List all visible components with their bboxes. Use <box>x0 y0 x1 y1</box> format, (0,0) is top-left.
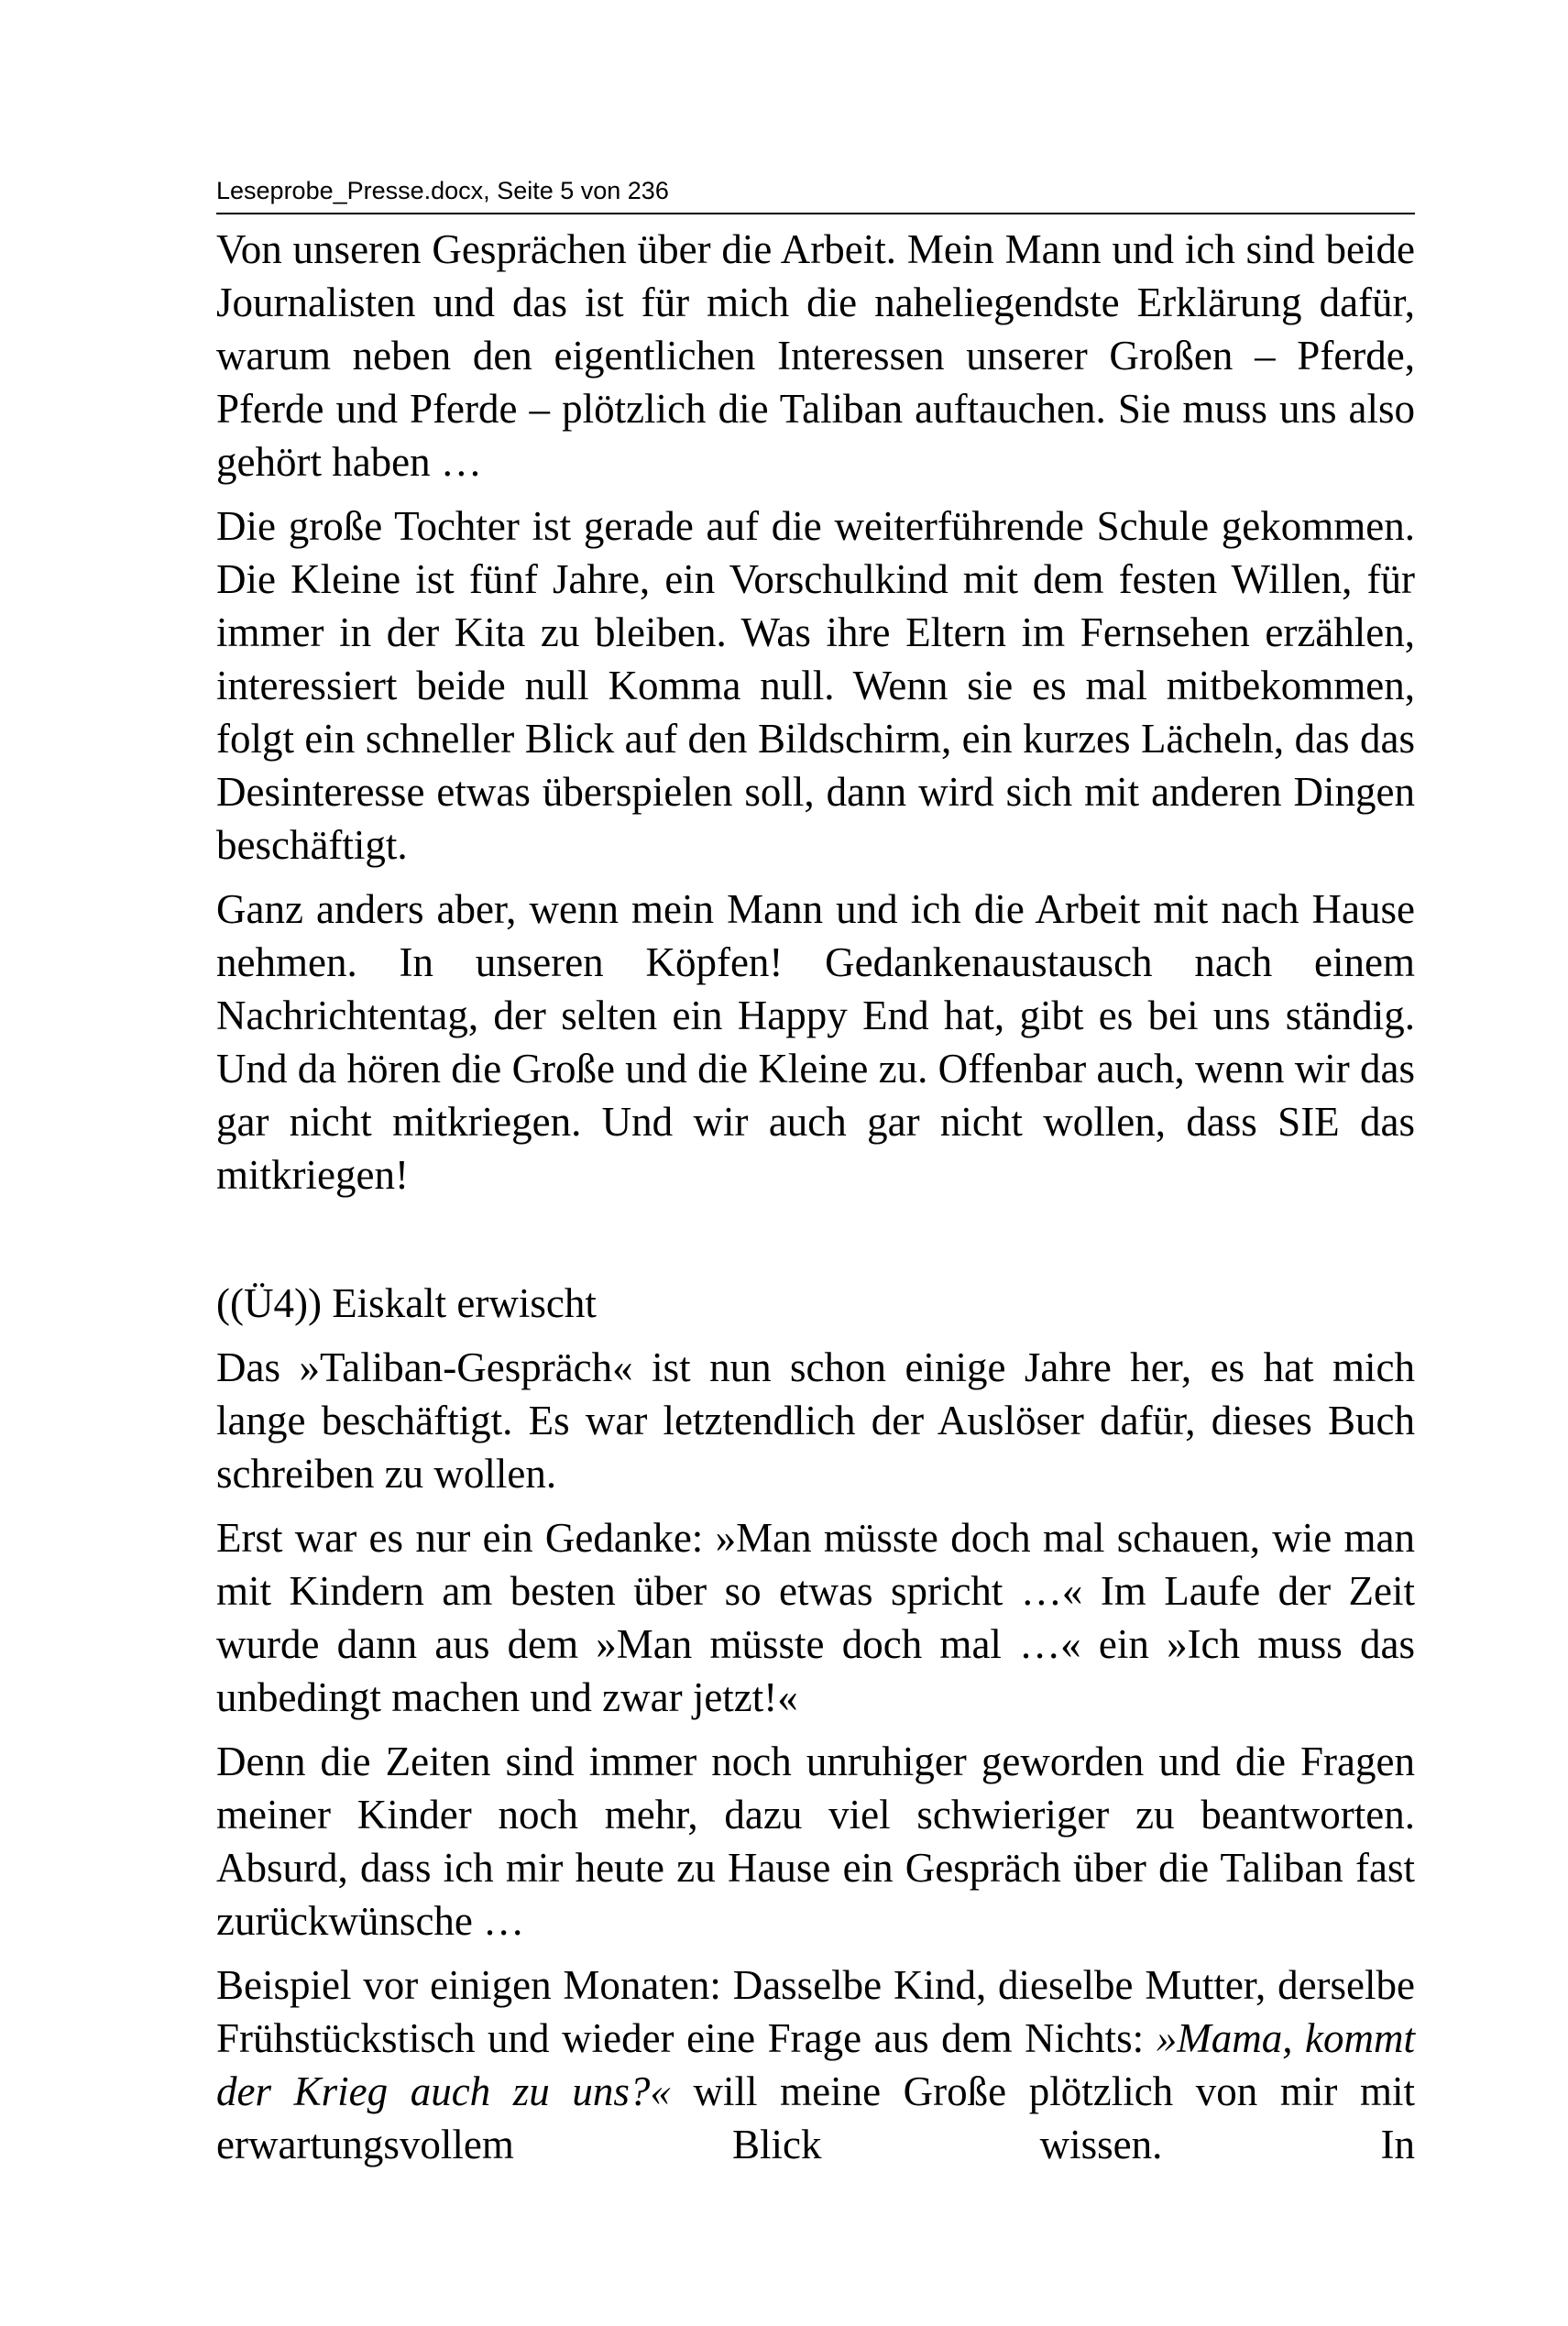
paragraph-7-text-end: will meine Große plötzlich von mir mit erwartungsvollem Blick wissen. In <box>216 2068 1415 2167</box>
document-body <box>216 223 1415 2182</box>
section-heading: ((Ü4)) Eiskalt erwischt <box>216 1280 597 1326</box>
paragraph-7-text-start: Beispiel vor einigen Monaten: Dasselbe Kind, dieselbe Mutter, derselbe Frühstückstisch und wieder eine Frage aus dem Nichts: <box>216 1962 1415 2061</box>
paragraph-4: Das »Taliban-Gespräch« ist nun schon einige Jahre her, es hat mich lange beschäftigt. Es war letztendlich der Auslöser dafür, dieses Buch schreiben zu wollen. <box>216 1344 1415 1497</box>
paragraph-6: Denn die Zeiten sind immer noch unruhiger geworden und die Fragen meiner Kinder noch mehr, dazu viel schwieriger zu beantworten. Absurd, dass ich mir heute zu Hause ein Gespräch über die Taliban fast zurückwünsche … <box>216 1739 1415 1944</box>
page-header: Leseprobe_Presse.docx, Seite 5 von 236 <box>216 174 1415 214</box>
paragraph-3: Ganz anders aber, wenn mein Mann und ich die Arbeit mit nach Hause nehmen. In unseren Köpfen! Gedankenaustausch nach einem Nachrichtentag, der selten ein Happy End hat, gibt es bei uns ständig. Und da hören die Große und die Kleine zu. Offenbar auch, wenn wir das gar nicht mitkriegen. Und wir auch gar nicht wollen, dass SIE das mitkriegen! <box>216 886 1415 1198</box>
paragraph-5: Erst war es nur ein Gedanke: »Man müsste doch mal schauen, wie man mit Kindern am besten über so etwas spricht …« Im Laufe der Zeit wurde dann aus dem »Man müsste doch mal …« ein »Ich muss das unbedingt machen und zwar jetzt!« <box>216 1515 1415 1720</box>
child-question-quote: »Mama, kommt der Krieg auch zu uns?« <box>216 2015 1415 2114</box>
paragraph-spacer <box>216 1212 1415 1277</box>
paragraph-1: Von unseren Gesprächen über die Arbeit. Mein Mann und ich sind beide Journalisten und das ist für mich die naheliegendste Erklärung dafür, warum neben den eigentlichen Interessen unserer Großen – Pferde, Pferde und Pferde – plötzlich die Taliban auftauchen. Sie muss uns also gehört haben … <box>216 226 1415 485</box>
paragraph-2: Die große Tochter ist gerade auf die weiterführende Schule gekommen. Die Kleine ist fünf Jahre, ein Vorschulkind mit dem festen Willen, für immer in der Kita zu bleiben. Was ihre Eltern im Fernsehen erzählen, interessiert beide null Komma null. Wenn sie es mal mitbekommen, folgt ein schneller Blick auf den Bildschirm, ein kurzes Lächeln, das das Desinteresse etwas überspielen soll, dann wird sich mit anderen Dingen beschäftigt. <box>216 503 1415 868</box>
paragraph-7 <box>216 1958 1415 2171</box>
